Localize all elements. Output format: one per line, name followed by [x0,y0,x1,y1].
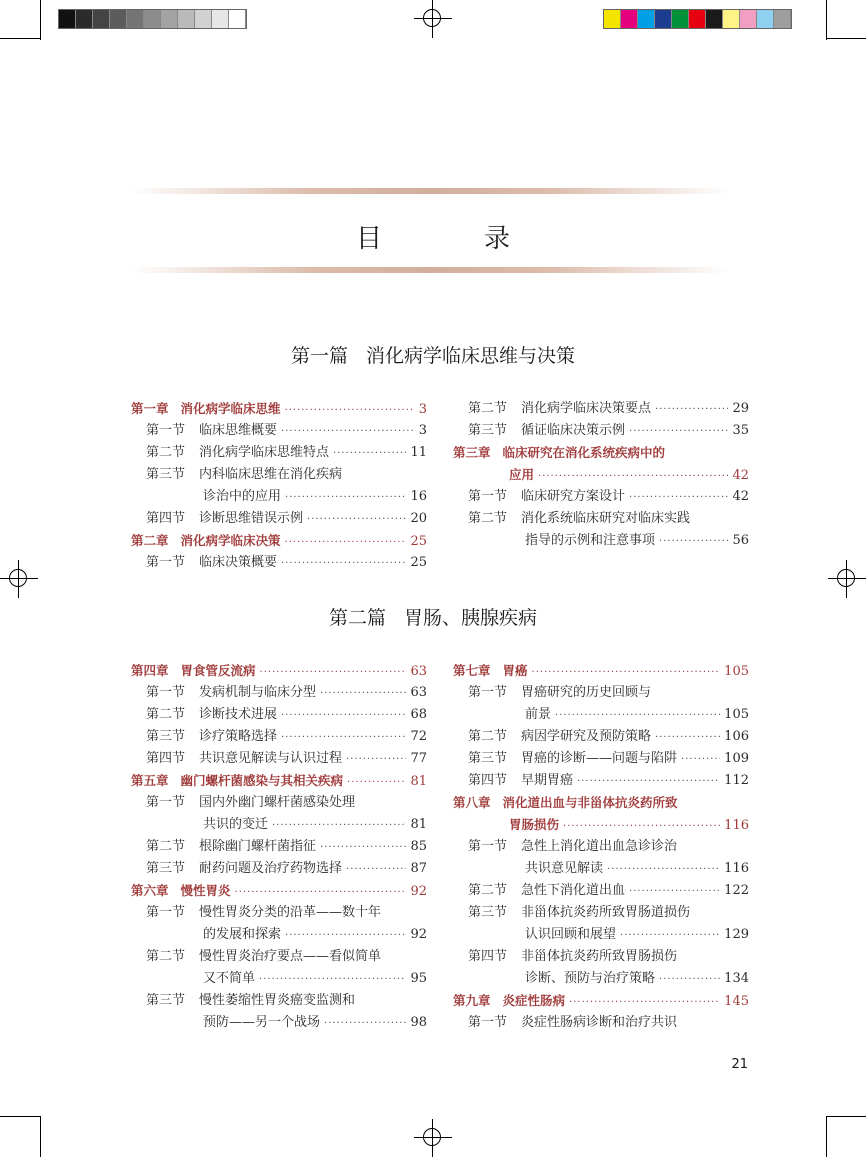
toc-entry-number: 第三节 [146,729,186,744]
toc-entry-label: 耐药问题及治疗药物选择 [199,861,343,876]
toc-entry-label: 前景 [525,707,552,722]
leader-dots [260,662,407,684]
toc-entry[interactable] [131,704,427,726]
toc-entry-number: 第三节 [146,993,186,1008]
leader-dots [259,969,406,991]
toc-entry-page: 105 [724,664,749,679]
leader-dots [555,705,720,727]
leader-dots [681,749,720,771]
toc-entry[interactable] [453,836,749,858]
toc-entry-label: 慢性萎缩性胃炎癌变监测和 [199,993,356,1008]
toc-entry-label: 胃食管反流病 [180,663,256,678]
toc-entry[interactable] [453,420,749,442]
toc-entry-page: 25 [410,555,427,570]
part-name: 消化病学临床思维与决策 [366,345,576,367]
toc-entry-label: 共识的变迁 [203,817,269,832]
toc-entry-label: 急性上消化道出血急诊诊治 [521,839,678,854]
toc-entry[interactable] [453,530,749,552]
toc-entry-number: 第四节 [468,773,508,788]
leader-dots [620,925,720,947]
toc-entry[interactable] [131,464,427,486]
toc-entry-label: 消化病学临床思维 [180,401,281,416]
leader-dots [655,727,720,749]
toc-column [131,398,427,574]
toc-column [453,660,749,1034]
leader-dots [629,487,728,509]
toc-entry-page: 63 [410,664,427,679]
toc-entry-label: 炎症性肠病诊断和治疗共识 [521,1015,678,1030]
toc-entry-page: 106 [724,729,749,744]
toc-entry[interactable] [131,552,427,574]
toc-entry-label: 胃肠损伤 [509,817,560,832]
toc-entry-number: 第四节 [468,949,508,964]
toc-entry-number: 第三节 [468,905,508,920]
registration-mark-icon [0,560,38,598]
toc-entry-label: 指导的示例和注意事项 [525,533,656,548]
leader-dots [538,466,728,488]
toc-entry-label: 临床研究在消化系统疾病中的 [502,445,666,460]
toc-entry-page: 145 [724,994,749,1009]
toc-entry-number: 第一节 [146,685,186,700]
toc-entry-label: 共识意见解读 [525,861,604,876]
toc-entry-label: 循证临床决策示例 [521,423,626,438]
title-rule-bottom [130,267,730,273]
toc-entry[interactable] [131,1012,427,1034]
leader-dots [629,881,720,903]
toc-entry-number: 第二节 [468,729,508,744]
toc-entry[interactable] [453,660,749,682]
toc-entry-page: 77 [410,751,427,766]
crop-mark [826,38,866,39]
leader-dots [659,969,720,991]
toc-entry-page: 87 [410,861,427,876]
toc-entry-page: 72 [410,729,427,744]
crop-mark [40,0,41,40]
toc-entry-page: 11 [410,445,427,460]
toc-entry[interactable] [453,442,749,464]
toc-entry-page: 92 [410,927,427,942]
toc-entry[interactable] [453,946,749,968]
part-name: 胃肠、胰腺疾病 [404,607,538,629]
toc-entry-number: 第一节 [468,489,508,504]
toc-entry[interactable] [453,880,749,902]
leader-dots [320,837,406,859]
toc-entry[interactable] [131,880,427,902]
toc-entry-label: 消化系统临床研究对临床实践 [521,511,691,526]
page-title: 目 录 [355,224,548,254]
toc-entry-number: 第二节 [146,445,186,460]
toc-entry[interactable] [131,946,427,968]
toc-entry-number: 第三节 [146,861,186,876]
toc-entry-label: 炎症性肠病 [502,993,566,1008]
toc-entry[interactable] [131,508,427,530]
toc-entry-label: 诊断、预防与治疗策略 [525,971,656,986]
toc-entry-number: 第二节 [468,883,508,898]
toc-entry-label: 应用 [509,467,535,482]
toc-entry-label: 早期胃癌 [521,773,574,788]
toc-entry-number: 第一节 [468,685,508,700]
registration-mark-icon [828,560,866,598]
leader-dots [281,727,406,749]
toc-entry-label: 消化道出血与非甾体抗炎药所致 [502,795,678,810]
part-number: 第二篇 [328,607,386,629]
toc-entry-label: 非甾体抗炎药所致胃肠损伤 [521,949,678,964]
toc-entry-page: 98 [410,1015,427,1030]
toc-entry-page: 56 [732,533,749,548]
toc-entry-label: 发病机制与临床分型 [199,685,317,700]
toc-entry-page: 92 [410,884,427,899]
toc-entry[interactable] [131,836,427,858]
toc-entry[interactable] [453,990,749,1012]
toc-entry-label: 诊断技术进展 [199,707,278,722]
leader-dots [655,399,728,421]
page-number: 21 [731,1057,748,1072]
toc-entry[interactable] [131,814,427,836]
toc-entry-number: 第二节 [146,839,186,854]
registration-mark-icon [414,1119,452,1157]
toc-entry-label: 临床决策概要 [199,555,278,570]
toc-entry-number: 第二节 [146,949,186,964]
leader-dots [320,683,406,705]
toc-entry-page: 109 [724,751,749,766]
color-bar [603,9,792,29]
part-heading [0,603,866,630]
toc-entry-page: 29 [732,401,749,416]
toc-entry-number: 第一节 [146,423,186,438]
toc-entry-number: 第一节 [146,905,186,920]
leader-dots [333,443,406,465]
toc-entry-label: 又不简单 [203,971,256,986]
toc-entry-page: 42 [732,468,749,483]
toc-entry[interactable] [131,726,427,748]
toc-entry-label: 诊疗策略选择 [199,729,278,744]
toc-entry-page: 25 [410,534,427,549]
toc-entry[interactable] [453,968,749,990]
toc-entry[interactable] [453,464,749,486]
toc-entry-label: 共识意见解读与认识过程 [199,751,343,766]
toc-entry-page: 85 [410,839,427,854]
toc-entry[interactable] [453,398,749,420]
toc-entry-number: 第三节 [468,423,508,438]
toc-entry[interactable] [453,924,749,946]
toc-entry-page: 3 [418,402,427,417]
toc-entry[interactable] [131,858,427,880]
toc-entry-page: 129 [724,927,749,942]
toc-entry[interactable] [131,398,427,420]
leader-dots [281,705,406,727]
toc-entry-number: 第二节 [146,707,186,722]
crop-mark [826,1116,827,1157]
toc-entry-label: 慢性胃炎治疗要点——看似简单 [199,949,382,964]
toc-entry-label: 临床研究方案设计 [521,489,626,504]
leader-dots [281,421,415,443]
toc-entry-label: 内科临床思维在消化疾病 [199,467,343,482]
toc-entry[interactable] [131,902,427,924]
leader-dots [285,400,415,422]
toc-entry-page: 122 [724,883,749,898]
toc-entry-page: 42 [732,489,749,504]
toc-entry[interactable] [131,530,427,552]
toc-entry-number: 第四节 [146,511,186,526]
toc-entry[interactable] [131,990,427,1012]
leader-dots [324,1013,406,1035]
toc-entry-label: 国内外幽门螺杆菌感染处理 [199,795,356,810]
toc-entry-label: 根除幽门螺杆菌指征 [199,839,317,854]
toc-entry-number: 第二章 [131,533,169,548]
part-number: 第一篇 [290,345,348,367]
toc-entry-number: 第二节 [468,401,508,416]
toc-entry-number: 第三节 [146,467,186,482]
toc-entry-label: 胃癌研究的历史回顾与 [521,685,652,700]
toc-entry-number: 第八章 [453,795,491,810]
toc-entry-page: 20 [410,511,427,526]
toc-entry-page: 116 [724,818,749,833]
grayscale-bar [58,9,247,29]
toc-entry-label: 预防——另一个战场 [203,1015,321,1030]
toc-entry[interactable] [453,704,749,726]
crop-mark [826,1116,866,1117]
toc-entry-label: 慢性胃炎分类的沿革——数十年 [199,905,382,920]
leader-dots [346,749,406,771]
toc-entry-label: 消化病学临床决策 [180,533,281,548]
toc-entry[interactable] [131,442,427,464]
toc-entry-page: 116 [724,861,749,876]
toc-entry[interactable] [453,486,749,508]
toc-entry-number: 第一节 [146,555,186,570]
toc-entry-label: 消化病学临床决策要点 [521,401,652,416]
toc-entry-page: 81 [410,774,427,789]
toc-entry-label: 胃癌 [502,663,528,678]
toc-column [131,660,427,1034]
title-rule-top [130,188,730,194]
toc-entry[interactable] [131,924,427,946]
toc-entry[interactable] [453,1012,749,1034]
leader-dots [563,816,720,838]
toc-entry-page: 16 [410,489,427,504]
toc-entry-page: 112 [724,773,749,788]
toc-entry-page: 63 [410,685,427,700]
crop-mark [826,0,827,40]
toc-entry[interactable] [453,902,749,924]
toc-entry[interactable] [453,814,749,836]
leader-dots [285,925,406,947]
part-heading [0,341,866,368]
leader-dots [532,662,721,684]
toc-entry[interactable] [131,660,427,682]
toc-entry-page: 35 [732,423,749,438]
toc-entry[interactable] [131,486,427,508]
toc-entry-label: 消化病学临床思维特点 [199,445,330,460]
toc-entry[interactable] [453,748,749,770]
crop-mark [40,1116,41,1157]
crop-mark [0,1116,40,1117]
toc-entry-label: 临床思维概要 [199,423,278,438]
toc-entry-number: 第一章 [131,401,169,416]
toc-entry[interactable] [131,792,427,814]
toc-entry-number: 第一节 [146,795,186,810]
toc-entry-page: 81 [410,817,427,832]
toc-entry-label: 诊治中的应用 [203,489,282,504]
toc-entry-number: 第五章 [131,773,169,788]
leader-dots [347,772,406,794]
toc-entry[interactable] [131,968,427,990]
toc-entry[interactable] [453,770,749,792]
leader-dots [577,771,720,793]
leader-dots [272,815,406,837]
toc-entry[interactable] [131,682,427,704]
registration-mark-icon [414,0,452,38]
toc-entry-page: 3 [418,423,427,438]
toc-entry-label: 非甾体抗炎药所致胃肠道损伤 [521,905,691,920]
toc-entry-number: 第九章 [453,993,491,1008]
leader-dots [659,531,728,553]
toc-entry-number: 第三章 [453,445,491,460]
toc-entry-number: 第一节 [468,839,508,854]
toc-entry-label: 慢性胃炎 [180,883,231,898]
leader-dots [285,532,407,554]
toc-entry-label: 胃癌的诊断——问题与陷阱 [521,751,678,766]
toc-entry-number: 第四节 [146,751,186,766]
toc-entry-label: 认识回顾和展望 [525,927,617,942]
toc-entry-number: 第一节 [468,1015,508,1030]
toc-entry-page: 134 [724,971,749,986]
toc-entry-number: 第七章 [453,663,491,678]
toc-entry[interactable] [453,682,749,704]
toc-entry-label: 幽门螺杆菌感染与其相关疾病 [180,773,344,788]
toc-entry-number: 第四章 [131,663,169,678]
leader-dots [235,882,407,904]
toc-entry-number: 第二节 [468,511,508,526]
toc-entry-label: 的发展和探索 [203,927,282,942]
leader-dots [285,487,406,509]
toc-entry-page: 105 [724,707,749,722]
toc-entry-label: 病因学研究及预防策略 [521,729,652,744]
toc-entry-number: 第六章 [131,883,169,898]
leader-dots [346,859,406,881]
toc-entry[interactable] [131,770,427,792]
leader-dots [607,859,720,881]
leader-dots [281,553,406,575]
toc-entry[interactable] [453,508,749,530]
leader-dots [629,421,728,443]
toc-entry[interactable] [453,792,749,814]
leader-dots [569,992,720,1014]
leader-dots [307,509,406,531]
crop-mark [0,38,40,39]
toc-entry-page: 95 [410,971,427,986]
toc-entry[interactable] [453,858,749,880]
toc-entry-page: 68 [410,707,427,722]
toc-entry-number: 第三节 [468,751,508,766]
toc-entry[interactable] [453,726,749,748]
toc-entry-label: 急性下消化道出血 [521,883,626,898]
toc-column [453,398,749,552]
toc-entry[interactable] [131,420,427,442]
toc-entry[interactable] [131,748,427,770]
toc-entry-label: 诊断思维错误示例 [199,511,304,526]
